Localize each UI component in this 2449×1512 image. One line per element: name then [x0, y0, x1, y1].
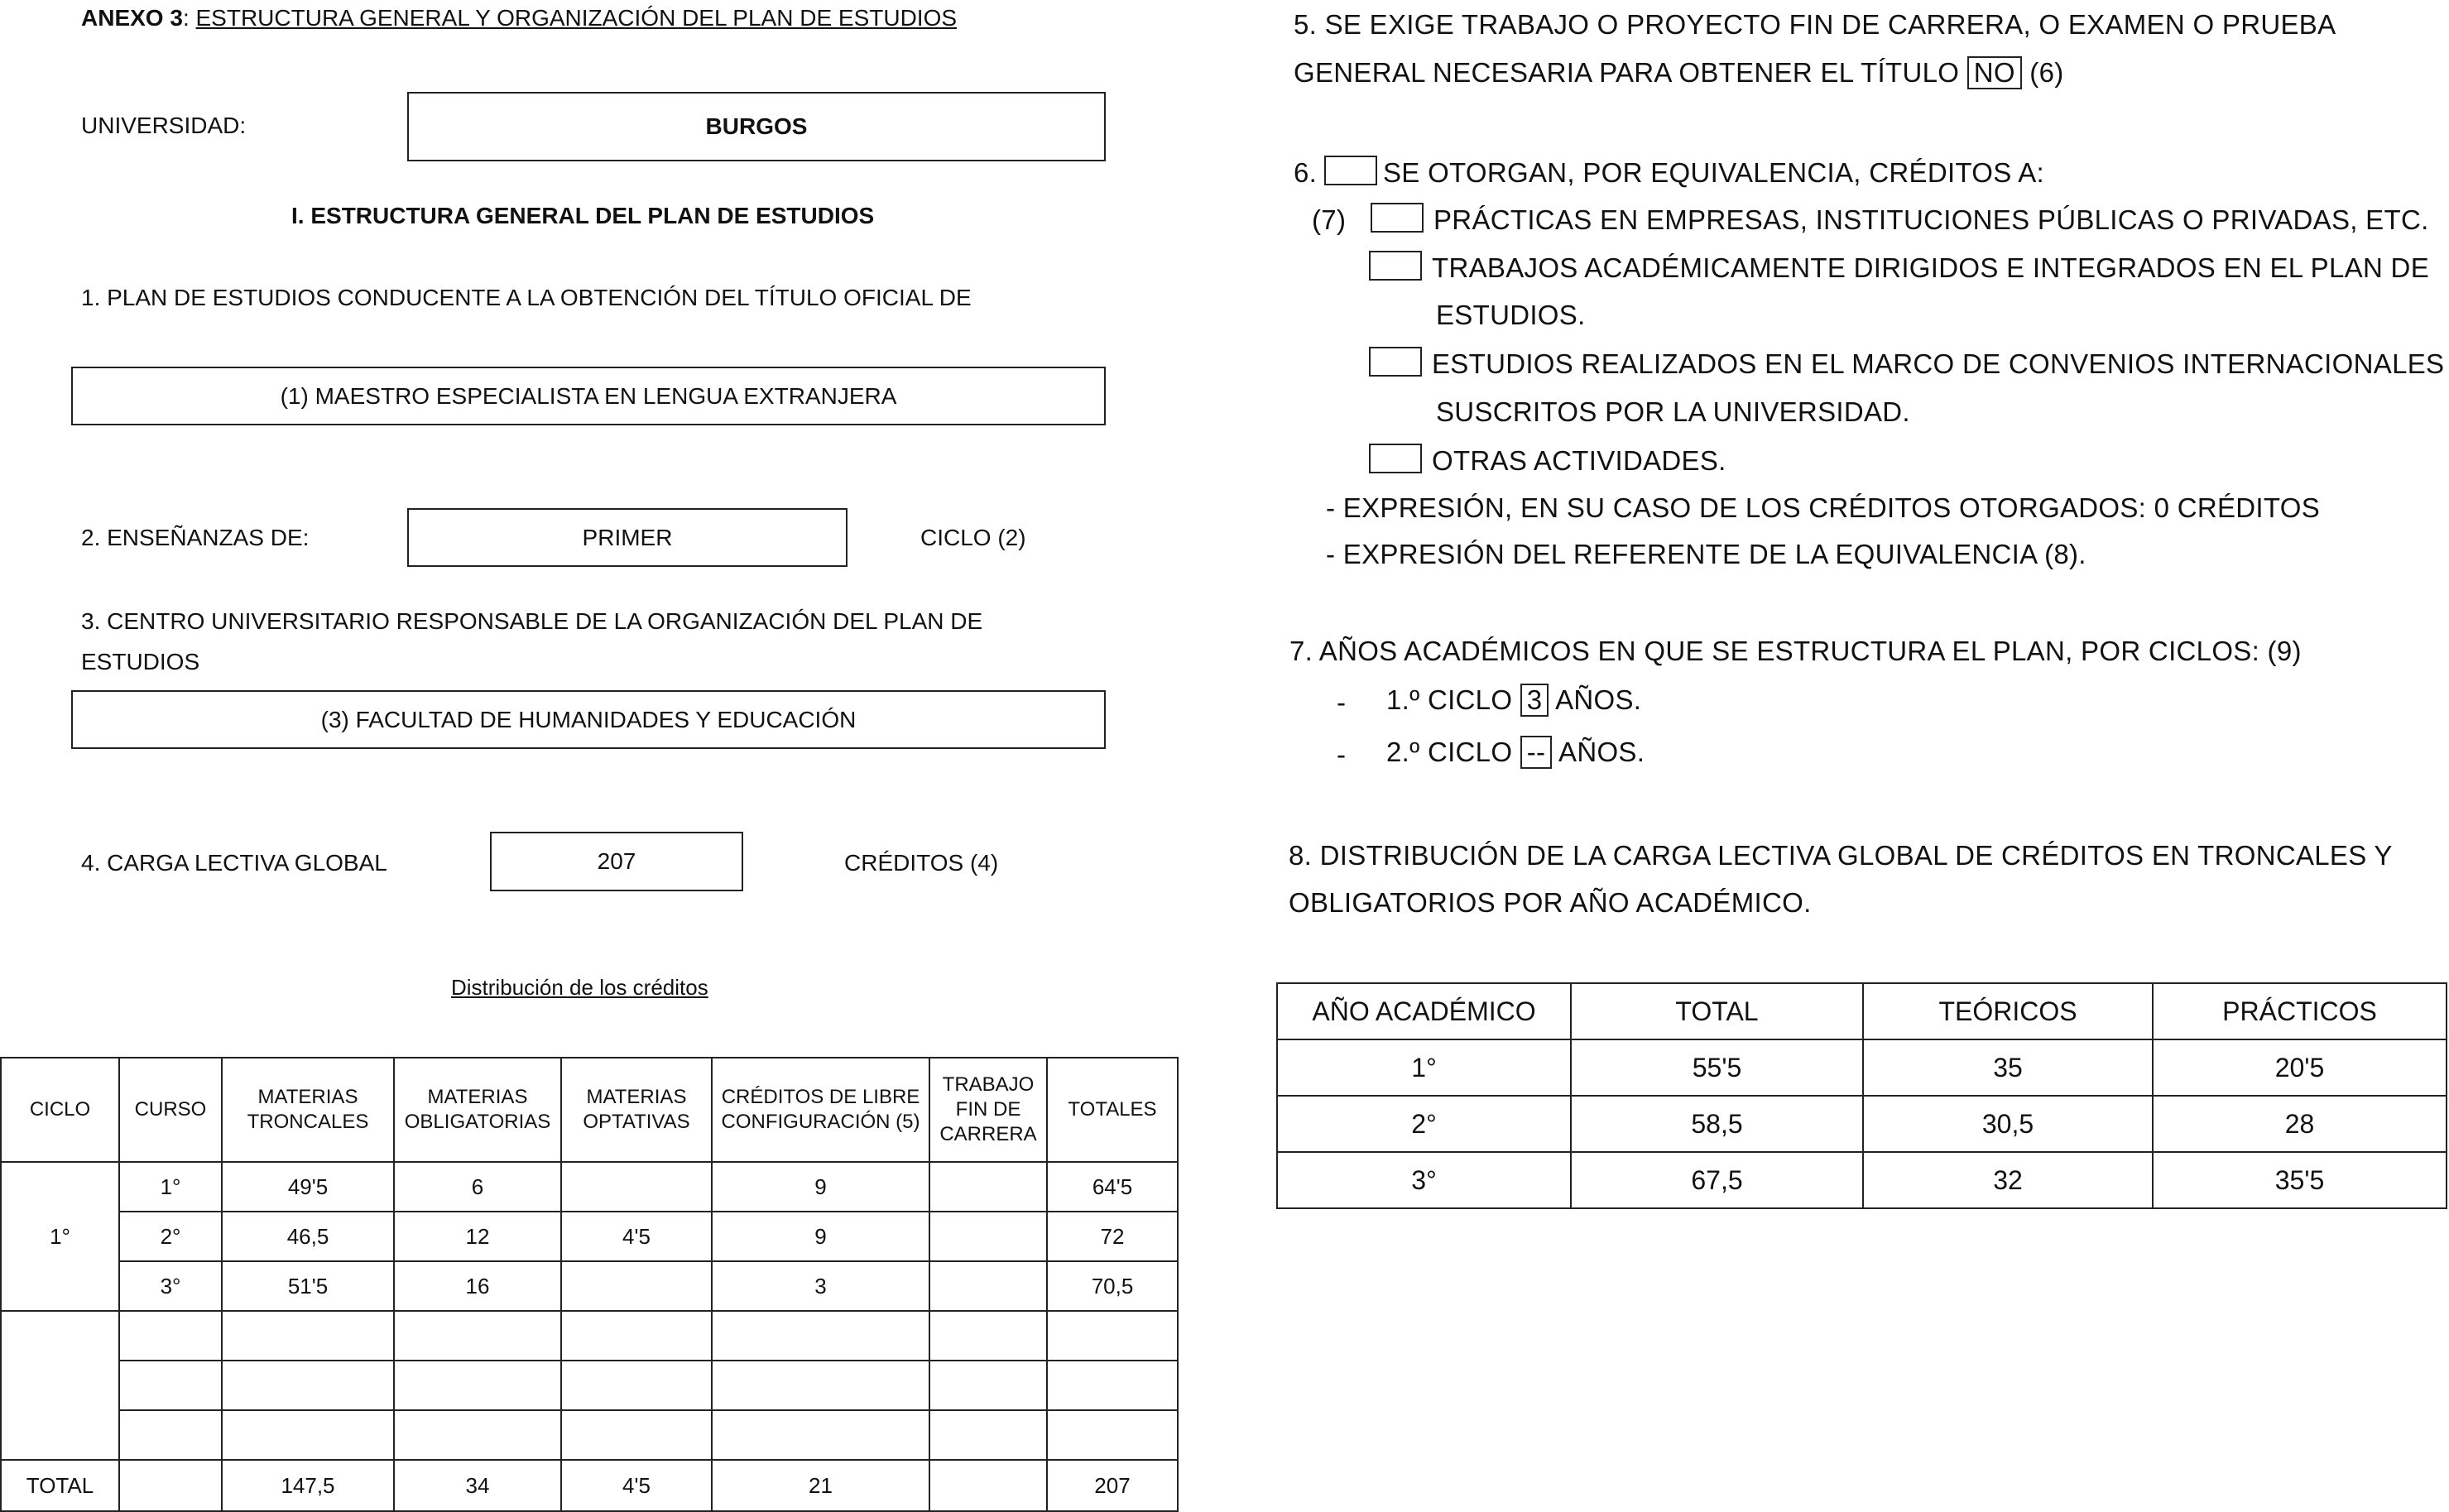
header-trabajo: TRABAJO FIN DE CARRERA — [929, 1058, 1047, 1162]
header-obligatorias: MATERIAS OBLIGATORIAS — [394, 1058, 561, 1162]
annex-colon: : — [182, 5, 196, 31]
ciclo2-line: 2.º CICLO -- AÑOS. — [1386, 737, 1645, 767]
credits-header-row — [1, 1058, 1178, 1162]
year-header-row — [1277, 983, 2447, 1039]
annex-heading — [81, 5, 957, 31]
troncales-cell: 51'5 — [222, 1261, 394, 1311]
libre-cell: 9 — [712, 1212, 929, 1261]
header-curso: CURSO — [119, 1058, 222, 1162]
empty-row — [1, 1361, 1178, 1410]
optativas-cell: 4'5 — [561, 1460, 712, 1511]
optativas-cell — [561, 1162, 712, 1212]
header-optativas: MATERIAS OPTATIVAS — [561, 1058, 712, 1162]
item3-label-line2: ESTUDIOS — [81, 649, 200, 674]
ciclo1-dash: - — [1337, 687, 1347, 718]
total-cell: 67,5 — [1571, 1152, 1863, 1208]
table-row — [1277, 1152, 2447, 1208]
item6-label: SE OTORGAN, POR EQUIVALENCIA, CRÉDITOS A: — [1383, 157, 2044, 188]
opt-trabajos-l2: ESTUDIOS. — [1436, 300, 1586, 330]
trabajo-cell — [929, 1261, 1047, 1311]
practicos-cell: 20'5 — [2153, 1039, 2447, 1096]
practicos-cell: 35'5 — [2153, 1152, 2447, 1208]
global-load-box — [490, 832, 743, 891]
troncales-cell: 46,5 — [222, 1212, 394, 1261]
ciclo2-value-box: -- — [1520, 736, 1553, 769]
cycle-value: PRIMER — [582, 524, 673, 550]
item2-suffix: CICLO (2) — [920, 525, 1026, 550]
optativas-cell: 4'5 — [561, 1212, 712, 1261]
empty-row — [1, 1410, 1178, 1460]
libre-cell: 21 — [712, 1460, 929, 1511]
degree-title-box — [71, 367, 1106, 425]
practicas-checkbox[interactable] — [1371, 203, 1424, 233]
troncales-cell: 147,5 — [222, 1460, 394, 1511]
item6-prefix: 6. — [1294, 157, 1318, 188]
item6-checkbox[interactable] — [1324, 156, 1377, 185]
header-practicos: PRÁCTICOS — [2153, 983, 2447, 1039]
teoricos-cell: 35 — [1863, 1039, 2153, 1096]
ciclo1-line: 1.º CICLO 3 AÑOS. — [1386, 684, 1642, 715]
obligatorias-cell: 34 — [394, 1460, 561, 1511]
item5-line1: 5. SE EXIGE TRABAJO O PROYECTO FIN DE CARRERA, O EXAMEN O PRUEBA — [1294, 9, 2336, 40]
optativas-cell — [561, 1261, 712, 1311]
item6-note: (7) — [1312, 204, 1347, 235]
header-totales: TOTALES — [1047, 1058, 1178, 1162]
teoricos-cell: 30,5 — [1863, 1096, 2153, 1152]
obligatorias-cell: 6 — [394, 1162, 561, 1212]
expr2: - EXPRESIÓN DEL REFERENTE DE LA EQUIVALENCIA (8). — [1326, 539, 2086, 569]
ciclo1-value-box: 3 — [1520, 684, 1549, 717]
header-teoricos: TEÓRICOS — [1863, 983, 2153, 1039]
item8-line1: 8. DISTRIBUCIÓN DE LA CARGA LECTIVA GLOBAL DE CRÉDITOS EN TRONCALES Y — [1289, 840, 2393, 871]
credits-table — [0, 1057, 1179, 1512]
opt-trabajos-l1: TRABAJOS ACADÉMICAMENTE DIRIGIDOS E INTEGRADOS EN EL PLAN DE — [1432, 252, 2430, 283]
totales-cell: 72 — [1047, 1212, 1178, 1261]
item2-label: 2. ENSEÑANZAS DE: — [81, 525, 310, 550]
libre-cell: 9 — [712, 1162, 929, 1212]
curso-cell: 3° — [119, 1261, 222, 1311]
troncales-cell: 49'5 — [222, 1162, 394, 1212]
ano-cell: 1° — [1277, 1039, 1571, 1096]
opt-estudios-l2: SUSCRITOS POR LA UNIVERSIDAD. — [1436, 396, 1910, 427]
header-ano: AÑO ACADÉMICO — [1277, 983, 1571, 1039]
item3-label-line1: 3. CENTRO UNIVERSITARIO RESPONSABLE DE LA ORGANIZACIÓN DEL PLAN DE — [81, 608, 983, 634]
item1-label: 1. PLAN DE ESTUDIOS CONDUCENTE A LA OBTENCIÓN DEL TÍTULO OFICIAL DE — [81, 285, 972, 310]
obligatorias-cell: 12 — [394, 1212, 561, 1261]
trabajos-checkbox[interactable] — [1369, 251, 1422, 281]
global-load-value: 207 — [597, 848, 636, 874]
estudios-checkbox[interactable] — [1369, 347, 1422, 377]
opt-practicas: PRÁCTICAS EN EMPRESAS, INSTITUCIONES PÚBLICAS O PRIVADAS, ETC. — [1433, 204, 2429, 235]
annex-title: ESTRUCTURA GENERAL Y ORGANIZACIÓN DEL PLAN DE ESTUDIOS — [195, 5, 958, 31]
header-libre: CRÉDITOS DE LIBRE CONFIGURACIÓN (5) — [712, 1058, 929, 1162]
totales-cell: 64'5 — [1047, 1162, 1178, 1212]
section-title: I. ESTRUCTURA GENERAL DEL PLAN DE ESTUDIOS — [291, 203, 875, 228]
ciclo2-dash: - — [1337, 739, 1347, 770]
university-value-box — [407, 92, 1106, 161]
table-row — [1, 1261, 1178, 1311]
item5-note: (6) — [2029, 57, 2064, 88]
university-value: BURGOS — [705, 113, 808, 139]
empty-ciclo-cell — [1, 1311, 119, 1460]
totales-cell: 70,5 — [1047, 1261, 1178, 1311]
trabajo-cell — [929, 1162, 1047, 1212]
opt-estudios-l1: ESTUDIOS REALIZADOS EN EL MARCO DE CONVENIOS INTERNACIONALES — [1432, 348, 2445, 379]
total-cell: 55'5 — [1571, 1039, 1863, 1096]
curso-cell: 2° — [119, 1212, 222, 1261]
table-row — [1277, 1039, 2447, 1096]
distribution-title: Distribución de los créditos — [451, 975, 708, 1000]
empty-row — [1, 1311, 1178, 1361]
table-row — [1, 1162, 1178, 1212]
opt-otras: OTRAS ACTIVIDADES. — [1432, 445, 1726, 476]
item4-suffix: CRÉDITOS (4) — [844, 850, 999, 876]
ano-cell: 2° — [1277, 1096, 1571, 1152]
header-ciclo: CICLO — [1, 1058, 119, 1162]
obligatorias-cell: 16 — [394, 1261, 561, 1311]
cycle-value-box — [407, 508, 848, 567]
annex-prefix: ANEXO 3 — [81, 5, 183, 31]
table-row — [1277, 1096, 2447, 1152]
total-label: TOTAL — [1, 1460, 119, 1511]
header-total: TOTAL — [1571, 983, 1863, 1039]
item4-label: 4. CARGA LECTIVA GLOBAL — [81, 850, 387, 876]
teoricos-cell: 32 — [1863, 1152, 2153, 1208]
degree-title: (1) MAESTRO ESPECIALISTA EN LENGUA EXTRANJERA — [280, 382, 897, 409]
item8-line2: OBLIGATORIOS POR AÑO ACADÉMICO. — [1289, 887, 1812, 918]
item7-label: 7. AÑOS ACADÉMICOS EN QUE SE ESTRUCTURA EL PLAN, POR CICLOS: (9) — [1289, 636, 2302, 666]
university-label: UNIVERSIDAD: — [81, 113, 247, 138]
ciclo-cell: 1° — [1, 1162, 119, 1311]
totales-cell: 207 — [1047, 1460, 1178, 1511]
practicos-cell: 28 — [2153, 1096, 2447, 1152]
total-cell: 58,5 — [1571, 1096, 1863, 1152]
curso-cell: 1° — [119, 1162, 222, 1212]
center-box — [71, 690, 1106, 749]
item5-value-box: NO — [1967, 56, 2022, 89]
year-table — [1276, 982, 2447, 1209]
center-value: (3) FACULTAD DE HUMANIDADES Y EDUCACIÓN — [320, 706, 857, 732]
item5-line2: GENERAL NECESARIA PARA OBTENER EL TÍTULO NO (6) — [1294, 57, 2064, 88]
libre-cell: 3 — [712, 1261, 929, 1311]
table-row — [1, 1212, 1178, 1261]
expr1: - EXPRESIÓN, EN SU CASO DE LOS CRÉDITOS OTORGADOS: 0 CRÉDITOS — [1326, 492, 2321, 523]
ano-cell: 3° — [1277, 1152, 1571, 1208]
trabajo-cell — [929, 1212, 1047, 1261]
header-troncales: MATERIAS TRONCALES — [222, 1058, 394, 1162]
otras-checkbox[interactable] — [1369, 444, 1422, 473]
